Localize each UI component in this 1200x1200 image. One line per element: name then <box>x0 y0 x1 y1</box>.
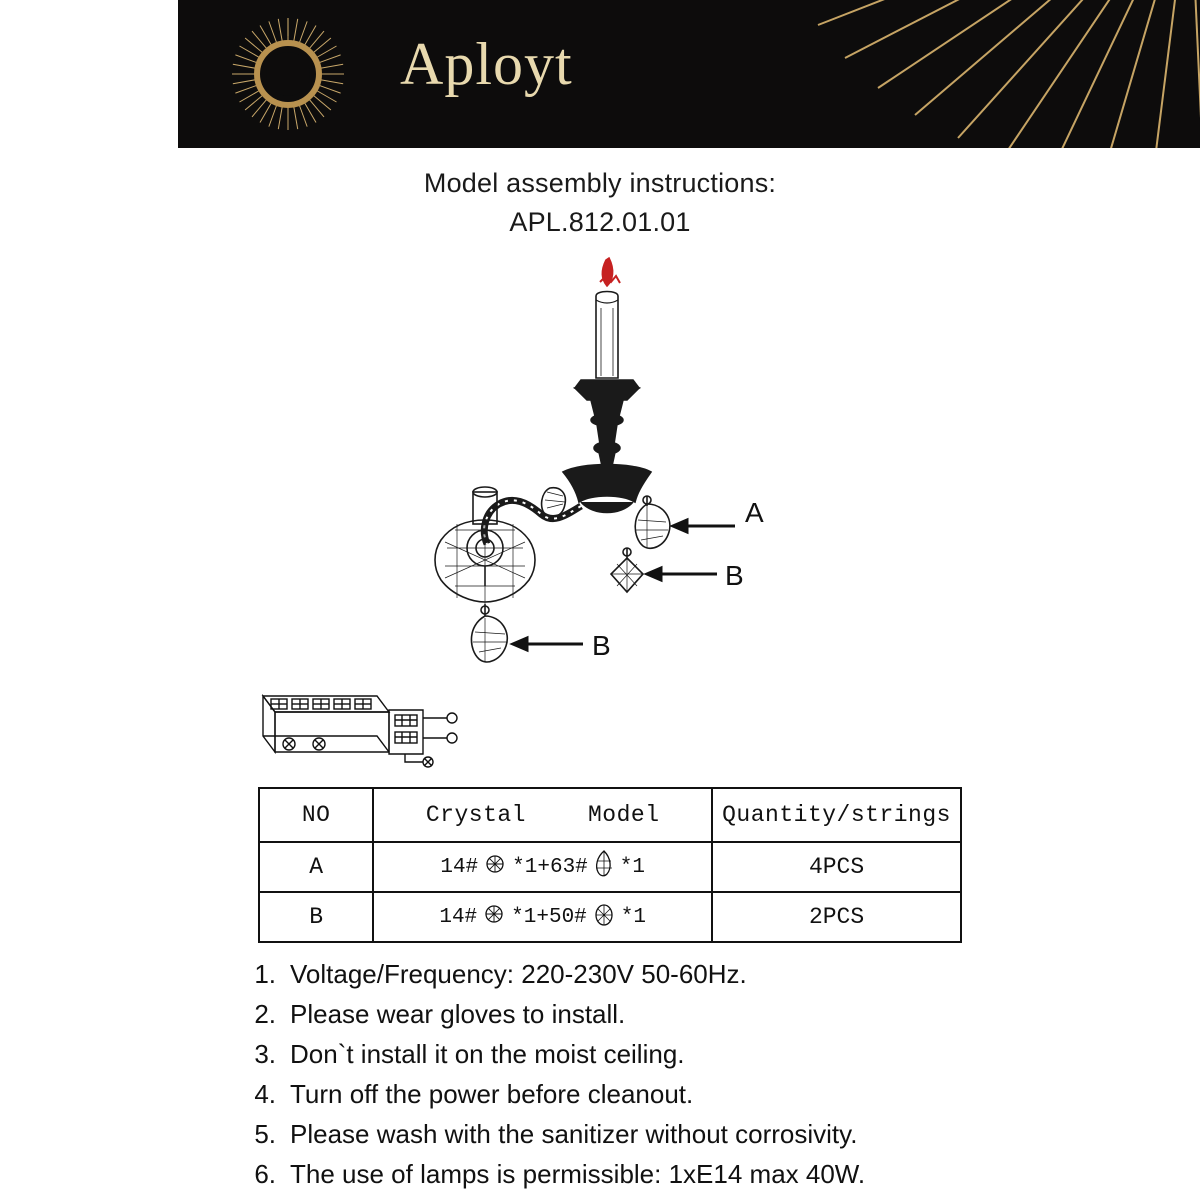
table-row <box>259 892 961 942</box>
list-item <box>236 1155 1176 1193</box>
note-number: 3. <box>254 1039 276 1069</box>
row-b-mult1: *1+50# <box>511 905 587 929</box>
note-text: The use of lamps is permissible: 1xE14 max 40W. <box>290 1159 866 1189</box>
model-code: APL.812.01.01 <box>509 207 691 237</box>
header-crystal-model <box>373 788 712 842</box>
brand-name: Aployt <box>400 31 573 97</box>
callout-label-a: A <box>745 497 764 528</box>
wall-sconce-diagram <box>395 248 815 678</box>
list-item <box>236 955 1176 993</box>
callout-label-b-middle: B <box>725 560 744 591</box>
row-b-mult2: *1 <box>620 905 646 929</box>
note-number: 2. <box>254 999 276 1029</box>
row-a-quantity: 4PCS <box>712 842 961 892</box>
note-number: 6. <box>254 1159 276 1189</box>
oval-crystal-bead-icon <box>593 901 615 934</box>
sunburst-eclipse-icon <box>230 16 346 132</box>
header-model: Model <box>587 802 660 828</box>
page-title <box>0 168 1200 238</box>
row-a-part1: 14# <box>440 855 479 879</box>
note-text: Don`t install it on the moist ceiling. <box>290 1039 685 1069</box>
radiating-rays-icon <box>720 0 1200 148</box>
crystal-spec-table <box>258 787 962 943</box>
row-b-quantity: 2PCS <box>712 892 961 942</box>
header-crystal: Crystal <box>425 802 526 828</box>
note-text: Voltage/Frequency: 220-230V 50-60Hz. <box>290 959 747 989</box>
header-no: NO <box>259 788 373 842</box>
note-text: Please wash with the sanitizer without corrosivity. <box>290 1119 858 1149</box>
safety-notes-list <box>236 955 1176 1195</box>
round-crystal-bead-icon <box>484 853 506 882</box>
row-a-mult2: *1 <box>619 855 645 879</box>
note-text: Please wear gloves to install. <box>290 999 626 1029</box>
row-a-no: A <box>259 842 373 892</box>
row-a-model <box>373 842 712 892</box>
note-number: 1. <box>254 959 276 989</box>
row-a-mult1: *1+63# <box>512 855 588 879</box>
note-number: 4. <box>254 1079 276 1109</box>
table-row <box>259 842 961 892</box>
note-number: 5. <box>254 1119 276 1149</box>
header-quantity: Quantity/strings <box>712 788 961 842</box>
table-header-row <box>259 788 961 842</box>
list-item <box>236 1115 1176 1153</box>
drop-crystal-bead-icon <box>594 849 614 886</box>
row-b-model <box>373 892 712 942</box>
list-item <box>236 1075 1176 1113</box>
note-text: Turn off the power before cleanout. <box>290 1079 694 1109</box>
header-banner <box>178 0 1200 148</box>
terminal-block-wiring-diagram <box>255 682 465 772</box>
callout-label-b-lower: B <box>592 630 611 661</box>
list-item <box>236 995 1176 1033</box>
round-crystal-bead-icon <box>483 903 505 932</box>
list-item <box>236 1035 1176 1073</box>
instructions-title: Model assembly instructions: <box>423 168 777 198</box>
row-b-part1: 14# <box>439 905 478 929</box>
row-b-no: B <box>259 892 373 942</box>
